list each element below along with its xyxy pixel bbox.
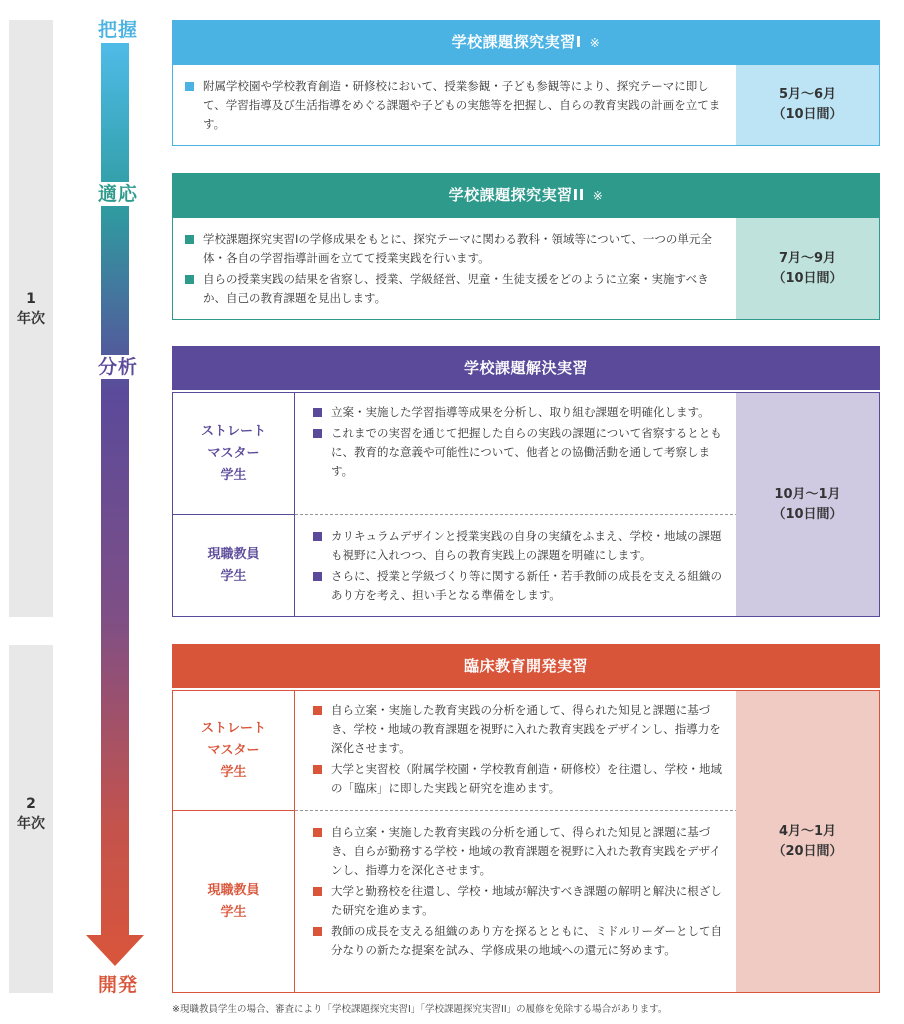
bullet [185, 230, 724, 268]
period-days: （10日間） [772, 506, 843, 522]
bullet [185, 270, 724, 308]
bullet [313, 424, 726, 481]
bullet-text: カリキュラムデザインと授業実践の自身の実績をふまえ、学校・地域の課題も視野に入れつつ、自らの教育実践上の課題を明確にします。 [331, 529, 722, 562]
period-days: （20日間） [772, 843, 843, 859]
year-1-number: 1 [26, 291, 36, 307]
period-days: （10日間） [772, 270, 843, 286]
year-bar-2 [9, 645, 53, 993]
bullet-text: 自ら立案・実施した教育実践の分析を通して、得られた知見と課題に基づき、自らが勤務する学校・地域の教育課題を視野に入れた教育実践をデザインし、指導力を深化させます。 [331, 825, 721, 877]
period-months: 5月～6月 [778, 87, 837, 102]
period-months: 4月～1月 [778, 823, 837, 839]
stage-grasp: 把握 [90, 18, 146, 42]
bullet-text: 立案・実施した学習指導等成果を分析し、取り組む課題を明確化します。 [331, 405, 710, 419]
stage-develop: 開発 [90, 973, 146, 997]
section-4-straight-content [295, 691, 738, 810]
stage-adapt: 適応 [90, 182, 146, 206]
section-4-teacher-content [295, 811, 738, 993]
bullet [313, 823, 726, 880]
year-2-number: 2 [26, 796, 36, 812]
section-3-box [172, 392, 880, 617]
bullet [313, 882, 726, 920]
section-1-title: 学校課題探究実習I [451, 33, 582, 51]
bullet-text: 学校課題探究実習Ⅰの学修成果をもとに、探究テーマに関わる教科・領域等について、一つの単元全体・各自の学習指導計画を立てて授業実践を行います。 [203, 232, 712, 265]
bullet-text: 大学と勤務校を往還し、学校・地域が解決すべき課題の解明と解決に根ざした研究を進めます。 [331, 884, 722, 917]
section-2-box [172, 217, 880, 320]
footnote: ※現職教員学生の場合、審査により「学校課題探究実習I」「学校課題探究実習II」の履修を免除する場合があります。 [172, 1004, 668, 1015]
bullet-text: 附属学校園や学校教育創造・研修校において、授業参観・子ども参観等により、探究テーマに即して、学習指導及び生活指導をめぐる課題や子どもの実態等を把握し、自らの教育実践の計画を立てます。 [203, 79, 721, 131]
section-2-header [172, 173, 880, 217]
section-1-period [736, 65, 879, 145]
section-1-mark: ※ [589, 36, 601, 50]
section-4-header [172, 644, 880, 688]
section-4-period [736, 691, 879, 992]
section-3-teacher-content [295, 515, 738, 617]
bullet [313, 527, 726, 565]
section-2-mark: ※ [592, 189, 604, 203]
period-days: （10日間） [772, 107, 843, 122]
bullet-text: 大学と実習校（附属学校園・学校教育創造・研修校）を往還し、学校・地域の「臨床」に即した実践と研究を進めます。 [331, 762, 722, 795]
stage-analyze: 分析 [90, 355, 146, 379]
period-months: 10月～1月 [774, 486, 841, 502]
bullet-text: 自ら立案・実施した教育実践の分析を通して、得られた知見と課題に基づき、学校・地域の教育課題を視野に入れた教育実践をデザインし、指導力を深化させます。 [331, 703, 721, 755]
bullet [313, 760, 726, 798]
section-2-period [736, 218, 879, 319]
section-1-header [172, 20, 880, 64]
section-4-teacher-label: 現職教員 学生 [173, 811, 295, 993]
section-3-period [736, 393, 879, 616]
section-4-box [172, 690, 880, 993]
year-2-label: 年次 [17, 816, 45, 832]
bullet-text: 教師の成長を支える組織のあり方を探るとともに、ミドルリーダーとして自分なりの新たな提案を試み、学修成果の地域への還元に努めます。 [331, 924, 722, 957]
year-bar-1 [9, 20, 53, 617]
section-1-box [172, 64, 880, 146]
section-3-straight-content [295, 393, 738, 514]
bullet [313, 922, 726, 960]
section-3-title: 学校課題解決実習 [463, 359, 588, 377]
section-3-straight-label: ストレート マスター 学生 [173, 393, 295, 514]
period-months: 7月～9月 [778, 250, 837, 266]
bullet [185, 77, 724, 134]
bullet [313, 403, 726, 422]
bullet [313, 701, 726, 758]
section-3-header [172, 346, 880, 390]
progress-arrow [86, 0, 150, 980]
bullet [313, 567, 726, 605]
bullet-text: これまでの実習を通じて把握した自らの実践の課題について省察するとともに、教育的な意義や可能性について、他者との協働活動を通して考察します。 [331, 426, 722, 478]
bullet-text: さらに、授業と学級づくり等に関する新任・若手教師の成長を支える組織のあり方を考え、担い手となる準備をします。 [331, 569, 722, 602]
bullet-text: 自らの授業実践の結果を省察し、授業、学級経営、児童・生徒支援をどのように立案・実施すべきか、自己の教育課題を見出します。 [203, 272, 709, 305]
section-4-title: 臨床教育開発実習 [463, 657, 588, 675]
section-2-title: 学校課題探究実習II [448, 186, 585, 204]
year-1-label: 年次 [17, 311, 45, 327]
section-4-straight-label: ストレート マスター 学生 [173, 691, 295, 810]
section-3-teacher-label: 現職教員 学生 [173, 515, 295, 617]
